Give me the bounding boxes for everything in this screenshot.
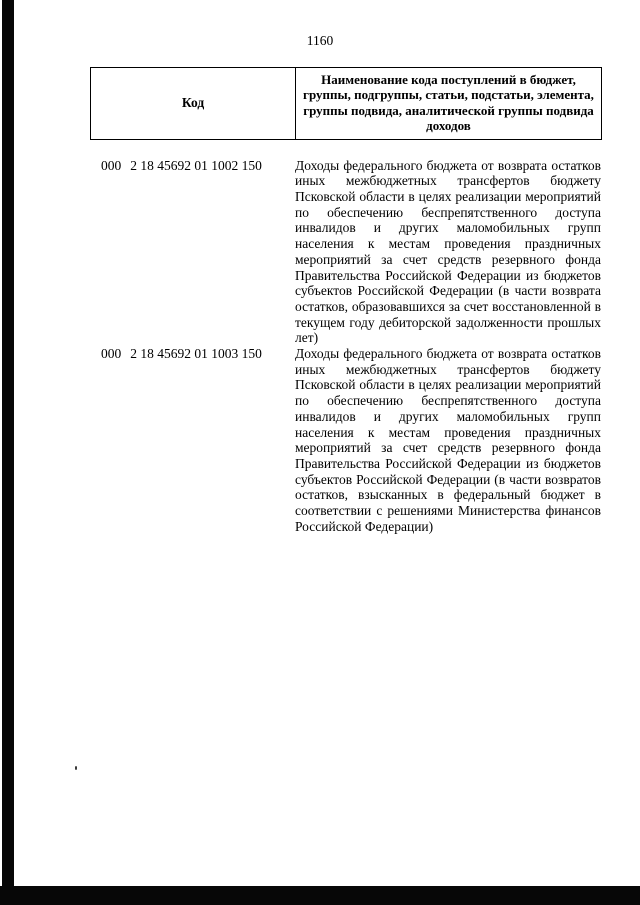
page-number: 1160 [306, 33, 334, 48]
scan-artifact-left-bar [2, 0, 14, 905]
admin-code: 000 [101, 157, 122, 173]
scan-artifact-speck [75, 766, 77, 770]
budget-code: 2 18 45692 01 1002 150 [130, 157, 262, 173]
scan-artifact-bottom-bar [0, 886, 640, 905]
code-cell [90, 158, 295, 346]
table-header-row [90, 67, 602, 140]
table-body [90, 158, 602, 535]
table-row [90, 158, 602, 346]
table-row [90, 346, 602, 534]
income-codes-table [90, 67, 602, 535]
table-header-code: Код [91, 68, 296, 139]
code-cell [90, 346, 295, 534]
table-header-name: Наименование кода поступлений в бюджет, группы, подгруппы, статьи, подстатьи, элемента, группы подвида, аналитической группы подвида доходов [303, 72, 594, 134]
budget-code: 2 18 45692 01 1003 150 [130, 346, 262, 362]
name-cell: Доходы федерального бюджета от возврата остатков иных межбюджетных трансфертов бюджету Псковской области в целях реализации мероприятий по обеспечению беспрепятственного доступа инвалидов и других маломобильных групп населения к местам проведения праздничных мероприятий за счет средств резервного фонда Правительства Российской Федерации из бюджетов субъектов Российской Федерации (в части возвратов остатков, взысканных в федеральный бюджет в соответствии с решениями Министерства финансов Российской Федерации) [295, 346, 601, 534]
admin-code: 000 [101, 346, 122, 362]
name-cell: Доходы федерального бюджета от возврата остатков иных межбюджетных трансфертов бюджету Псковской области в целях реализации мероприятий по обеспечению беспрепятственного доступа инвалидов и других маломобильных групп населения к местам проведения праздничных мероприятий за счет средств резервного фонда Правительства Российской Федерации из бюджетов субъектов Российской Федерации (в части возврата остатков, образовавшихся за счет восстановленной в текущем году дебиторской задолженности прошлых лет) [295, 157, 601, 346]
